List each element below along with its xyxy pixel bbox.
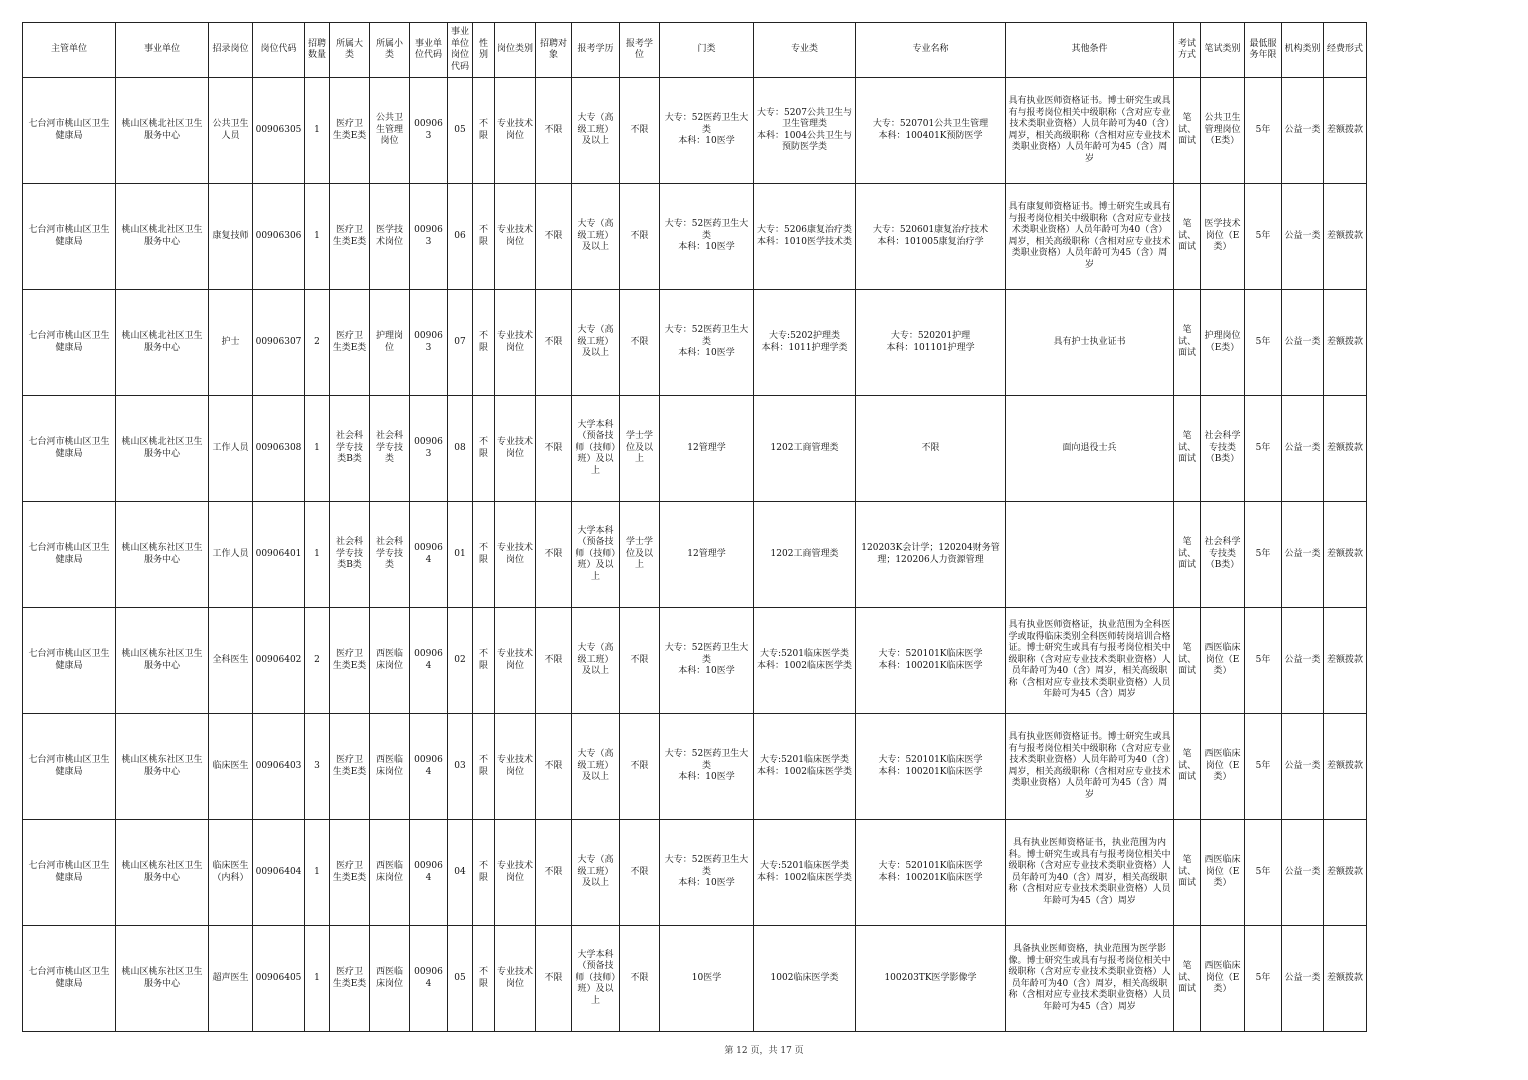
table-cell: 笔试、面试 [1174,502,1201,608]
table-cell: 西医临床岗位 [370,714,410,820]
table-cell: 护士 [209,290,253,396]
column-header: 门类 [660,23,754,78]
column-header: 事业单位岗位代码 [448,23,473,78]
column-header: 报考学历 [572,23,620,78]
table-cell: 公共卫生管理岗位 [370,78,410,184]
column-header: 招录岗位 [209,23,253,78]
table-cell: 医学技术岗位（E类） [1201,184,1245,290]
table-cell: 不限 [856,396,1006,502]
table-cell: 不限 [536,290,572,396]
table-cell: 00906306 [253,184,305,290]
table-cell: 2 [305,290,330,396]
table-cell: 差额拨款 [1324,926,1367,1032]
table-cell: 大专（高级工班）及以上 [572,290,620,396]
table-cell: 桃山区桃北社区卫生服务中心 [116,184,209,290]
table-row [23,290,1367,396]
table-cell: 公共卫生管理岗位（E类） [1201,78,1245,184]
table-cell: 不限 [473,820,495,926]
table-cell: 医疗卫生类E类 [330,78,370,184]
table-cell: 大专：52医药卫生大类 本科：10医学 [660,714,754,820]
table-cell: 社会科学专技类B类 [330,396,370,502]
table-cell: 不限 [473,608,495,714]
table-cell: 笔试、面试 [1174,396,1201,502]
table-cell: 护理岗位 [370,290,410,396]
table-cell: 00906403 [253,714,305,820]
table-cell: 00906405 [253,926,305,1032]
table-cell: 不限 [473,184,495,290]
table-cell: 差额拨款 [1324,184,1367,290]
column-header: 主管单位 [23,23,116,78]
table-cell: 5年 [1245,820,1282,926]
table-cell: 2 [305,608,330,714]
table-cell: 大专:5201临床医学类 本科：1002临床医学类 [754,714,856,820]
table-cell: 医疗卫生类E类 [330,926,370,1032]
column-header: 性别 [473,23,495,78]
table-cell: 桃山区桃北社区卫生服务中心 [116,78,209,184]
table-cell: 009064 [410,608,448,714]
table-cell: 009063 [410,290,448,396]
table-cell: 七台河市桃山区卫生健康局 [23,502,116,608]
table-cell: 公益一类 [1282,608,1324,714]
table-cell: 00906308 [253,396,305,502]
table-cell: 西医临床岗位 [370,608,410,714]
table-cell: 具有执业医师资格证书。博士研究生或具有与报考岗位相关中级职称（含对应专业技术类职业资格）人员年龄可为40（含）周岁，相关高级职称（含相对应专业技术类职业资格）人员年龄可为45（含）周岁 [1006,78,1174,184]
table-cell: 大专：5207公共卫生与卫生管理类 本科：1004公共卫生与预防医学类 [754,78,856,184]
table-cell: 医疗卫生类E类 [330,714,370,820]
table-cell: 专业技术岗位 [495,820,536,926]
table-cell: 桃山区桃北社区卫生服务中心 [116,396,209,502]
recruitment-table [22,22,1367,1032]
table-cell: 大专（高级工班）及以上 [572,608,620,714]
table-cell: 西医临床岗位 [370,926,410,1032]
table-cell: 00906401 [253,502,305,608]
table-cell: 04 [448,820,473,926]
table-cell: 具有护士执业证书 [1006,290,1174,396]
table-cell: 公共卫生人员 [209,78,253,184]
table-cell: 学士学位及以上 [620,502,660,608]
table-cell: 桃山区桃东社区卫生服务中心 [116,714,209,820]
table-cell: 00906402 [253,608,305,714]
table-cell: 10医学 [660,926,754,1032]
table-cell: 1202工商管理类 [754,396,856,502]
table-cell: 笔试、面试 [1174,290,1201,396]
table-cell: 七台河市桃山区卫生健康局 [23,78,116,184]
column-header: 其他条件 [1006,23,1174,78]
table-cell: 不限 [536,184,572,290]
table-cell: 009064 [410,502,448,608]
table-cell: 5年 [1245,290,1282,396]
table-cell: 不限 [620,184,660,290]
table-cell: 桃山区桃东社区卫生服务中心 [116,608,209,714]
table-cell: 00906404 [253,820,305,926]
column-header: 报考学位 [620,23,660,78]
column-header: 考试方式 [1174,23,1201,78]
table-cell: 不限 [536,714,572,820]
table-cell: 学士学位及以上 [620,396,660,502]
table-row [23,502,1367,608]
table-cell: 120203K会计学；120204财务管理；120206人力资源管理 [856,502,1006,608]
table-cell: 大专：52医药卫生大类 本科：10医学 [660,290,754,396]
table-cell: 大专：52医药卫生大类 本科：10医学 [660,184,754,290]
table-cell: 5年 [1245,714,1282,820]
table-cell [1006,502,1174,608]
table-cell: 具有执业医师资格证书，执业范围为内科。博士研究生或具有与报考岗位相关中级职称（含对应专业技术类职业资格）人员年龄可为40（含）周岁，相关高级职称（含相对应专业技术类职业资格）人员年龄可为45（含）周岁 [1006,820,1174,926]
table-cell: 临床医生（内科） [209,820,253,926]
table-cell: 不限 [473,290,495,396]
table-cell: 七台河市桃山区卫生健康局 [23,608,116,714]
table-cell: 08 [448,396,473,502]
table-cell: 大专：520101K临床医学 本科：100201K临床医学 [856,714,1006,820]
table-cell: 00906305 [253,78,305,184]
table-row [23,714,1367,820]
table-cell: 桃山区桃东社区卫生服务中心 [116,926,209,1032]
table-cell: 不限 [536,502,572,608]
table-cell: 七台河市桃山区卫生健康局 [23,820,116,926]
table-cell: 七台河市桃山区卫生健康局 [23,714,116,820]
table-cell: 1002临床医学类 [754,926,856,1032]
column-header: 岗位类别 [495,23,536,78]
table-cell: 社会科学专技类B类 [330,502,370,608]
table-cell: 专业技术岗位 [495,926,536,1032]
table-cell: 1 [305,184,330,290]
table-cell: 七台河市桃山区卫生健康局 [23,396,116,502]
table-cell: 不限 [620,820,660,926]
table-cell: 公益一类 [1282,290,1324,396]
column-header: 所属大类 [330,23,370,78]
table-cell: 笔试、面试 [1174,78,1201,184]
table-cell: 专业技术岗位 [495,502,536,608]
table-cell: 具有执业医师资格证书。博士研究生或具有与报考岗位相关中级职称（含对应专业技术类职业资格）人员年龄可为40（含）周岁，相关高级职称（含相对应专业技术类职业资格）人员年龄可为45（含）周岁 [1006,714,1174,820]
table-cell: 不限 [473,926,495,1032]
table-row [23,184,1367,290]
table-cell: 05 [448,78,473,184]
table-cell: 12管理学 [660,502,754,608]
table-cell: 桃山区桃东社区卫生服务中心 [116,820,209,926]
table-cell: 笔试、面试 [1174,820,1201,926]
table-cell: 大专：520101K临床医学 本科：100201K临床医学 [856,608,1006,714]
table-cell: 笔试、面试 [1174,608,1201,714]
table-cell: 不限 [620,608,660,714]
table-cell: 大专（高级工班）及以上 [572,184,620,290]
table-cell: 02 [448,608,473,714]
table-cell: 1 [305,396,330,502]
table-cell: 差额拨款 [1324,608,1367,714]
table-cell: 专业技术岗位 [495,78,536,184]
table-cell: 大专（高级工班）及以上 [572,820,620,926]
table-cell: 临床医生 [209,714,253,820]
table-cell: 差额拨款 [1324,502,1367,608]
table-cell: 大学本科（预备技师（技师）班）及以上 [572,396,620,502]
table-cell: 七台河市桃山区卫生健康局 [23,926,116,1032]
table-cell: 具备执业医师资格，执业范围为医学影像。博士研究生或具有与报考岗位相关中级职称（含对应专业技术类职业资格）人员年龄可为40（含）周岁，相关高级职称（含相对应专业技术类职业资格）人员年龄可为45（含）周岁 [1006,926,1174,1032]
table-cell: 不限 [473,502,495,608]
table-cell: 护理岗位（E类） [1201,290,1245,396]
table-cell: 具有执业医师资格证，执业范围为全科医学或取得临床类别全科医师转岗培训合格证。博士研究生或具有与报考岗位相关中级职称（含对应专业技术类职业资格）人员年龄可为40（含）周岁，相关高级职称（含相对应专业技术类职业资格）人员年龄可为45（含）周岁 [1006,608,1174,714]
table-cell: 医疗卫生类E类 [330,608,370,714]
table-cell: 不限 [536,78,572,184]
table-cell: 1202工商管理类 [754,502,856,608]
table-cell: 不限 [620,78,660,184]
table-cell: 大专：5206康复治疗类 本科：1010医学技术类 [754,184,856,290]
table-row [23,820,1367,926]
column-header: 专业名称 [856,23,1006,78]
table-cell: 公益一类 [1282,184,1324,290]
table-cell: 01 [448,502,473,608]
column-header: 事业单位代码 [410,23,448,78]
table-cell: 差额拨款 [1324,290,1367,396]
column-header: 所属小类 [370,23,410,78]
table-cell: 笔试、面试 [1174,714,1201,820]
table-cell: 大学本科（预备技师（技师）班）及以上 [572,502,620,608]
table-cell: 不限 [620,926,660,1032]
table-cell: 大专:5202护理类 本科：1011护理学类 [754,290,856,396]
table-cell: 专业技术岗位 [495,184,536,290]
table-cell: 1 [305,502,330,608]
table-cell: 5年 [1245,502,1282,608]
table-row [23,396,1367,502]
table-cell: 七台河市桃山区卫生健康局 [23,184,116,290]
table-cell: 西医临床岗位（E类） [1201,608,1245,714]
table-cell: 医疗卫生类E类 [330,184,370,290]
table-cell: 大专：520101K临床医学 本科：100201K临床医学 [856,820,1006,926]
table-cell: 社会科学专技类（B类） [1201,502,1245,608]
table-cell: 桃山区桃东社区卫生服务中心 [116,502,209,608]
table-cell: 西医临床岗位（E类） [1201,714,1245,820]
table-cell: 公益一类 [1282,502,1324,608]
table-cell: 大专：52医药卫生大类 本科：10医学 [660,820,754,926]
table-cell: 具有康复师资格证书。博士研究生或具有与报考岗位相关中级职称（含对应专业技术类职业资格）人员年龄可为40（含）周岁，相关高级职称（含相对应专业技术类职业资格）人员年龄可为45（含）周岁 [1006,184,1174,290]
table-cell: 5年 [1245,396,1282,502]
table-cell: 公益一类 [1282,820,1324,926]
table-cell: 不限 [536,608,572,714]
table-cell: 大专：520201护理 本科：101101护理学 [856,290,1006,396]
table-cell: 医疗卫生类E类 [330,820,370,926]
table-cell: 差额拨款 [1324,714,1367,820]
table-cell: 公益一类 [1282,926,1324,1032]
column-header: 事业单位 [116,23,209,78]
table-cell: 大专（高级工班）及以上 [572,78,620,184]
table-cell: 西医临床岗位 [370,820,410,926]
table-cell: 大学本科（预备技师（技师）班）及以上 [572,926,620,1032]
table-cell: 西医临床岗位（E类） [1201,820,1245,926]
table-cell: 大专：52医药卫生大类 本科：10医学 [660,608,754,714]
table-cell: 009063 [410,184,448,290]
table-cell: 5年 [1245,608,1282,714]
table-cell: 不限 [473,78,495,184]
table-cell: 1 [305,926,330,1032]
table-cell: 工作人员 [209,396,253,502]
table-cell: 桃山区桃北社区卫生服务中心 [116,290,209,396]
table-cell: 12管理学 [660,396,754,502]
table-cell: 大专:5201临床医学类 本科：1002临床医学类 [754,608,856,714]
table-cell: 06 [448,184,473,290]
table-cell: 社会科学专技类（B类） [1201,396,1245,502]
table-cell: 差额拨款 [1324,396,1367,502]
table-cell: 不限 [473,714,495,820]
table-cell: 07 [448,290,473,396]
table-cell: 5年 [1245,926,1282,1032]
table-cell: 超声医生 [209,926,253,1032]
table-cell: 工作人员 [209,502,253,608]
table-cell: 社会科学专技类 [370,396,410,502]
table-cell: 03 [448,714,473,820]
table-cell: 公益一类 [1282,78,1324,184]
table-cell: 大专:5201临床医学类 本科：1002临床医学类 [754,820,856,926]
table-cell: 不限 [536,926,572,1032]
table-cell: 不限 [536,820,572,926]
table-cell: 009063 [410,78,448,184]
column-header: 专业类 [754,23,856,78]
table-cell: 康复技师 [209,184,253,290]
table-cell: 专业技术岗位 [495,290,536,396]
column-header: 岗位代码 [253,23,305,78]
table-cell: 差额拨款 [1324,820,1367,926]
table-cell: 009064 [410,926,448,1032]
table-cell: 七台河市桃山区卫生健康局 [23,290,116,396]
table-cell: 不限 [620,290,660,396]
table-cell: 009063 [410,396,448,502]
table-cell: 医学技术岗位 [370,184,410,290]
table-cell: 公益一类 [1282,714,1324,820]
column-header: 最低服务年限 [1245,23,1282,78]
table-cell: 公益一类 [1282,396,1324,502]
table-cell: 大专：520701公共卫生管理 本科：100401K预防医学 [856,78,1006,184]
table-cell: 医疗卫生类E类 [330,290,370,396]
table-cell: 不限 [536,396,572,502]
header-row [23,23,1367,78]
table-cell: 009064 [410,820,448,926]
table-cell: 不限 [620,714,660,820]
table-cell: 100203TK医学影像学 [856,926,1006,1032]
page-footer: 第 12 页，共 17 页 [724,1046,804,1056]
table-cell: 1 [305,820,330,926]
column-header: 经费形式 [1324,23,1367,78]
table-row [23,926,1367,1032]
table-row [23,608,1367,714]
table-cell: 专业技术岗位 [495,396,536,502]
table-cell: 不限 [473,396,495,502]
table-cell: 专业技术岗位 [495,714,536,820]
column-header: 招聘对象 [536,23,572,78]
table-cell: 全科医生 [209,608,253,714]
table-cell: 专业技术岗位 [495,608,536,714]
table-cell: 大专（高级工班）及以上 [572,714,620,820]
table-cell: 大专：52医药卫生大类 本科：10医学 [660,78,754,184]
table-cell: 西医临床岗位（E类） [1201,926,1245,1032]
table-row [23,78,1367,184]
table-cell: 00906307 [253,290,305,396]
table-cell: 05 [448,926,473,1032]
table-cell: 1 [305,78,330,184]
table-cell: 大专：520601康复治疗技术 本科：101005康复治疗学 [856,184,1006,290]
column-header: 招聘数量 [305,23,330,78]
table-cell: 笔试、面试 [1174,184,1201,290]
column-header: 笔试类别 [1201,23,1245,78]
table-cell: 009064 [410,714,448,820]
table-cell: 5年 [1245,184,1282,290]
table-cell: 面向退役士兵 [1006,396,1174,502]
table-cell: 社会科学专技类 [370,502,410,608]
table-cell: 差额拨款 [1324,78,1367,184]
table-cell: 5年 [1245,78,1282,184]
table-cell: 3 [305,714,330,820]
column-header: 机构类别 [1282,23,1324,78]
table-cell: 笔试、面试 [1174,926,1201,1032]
